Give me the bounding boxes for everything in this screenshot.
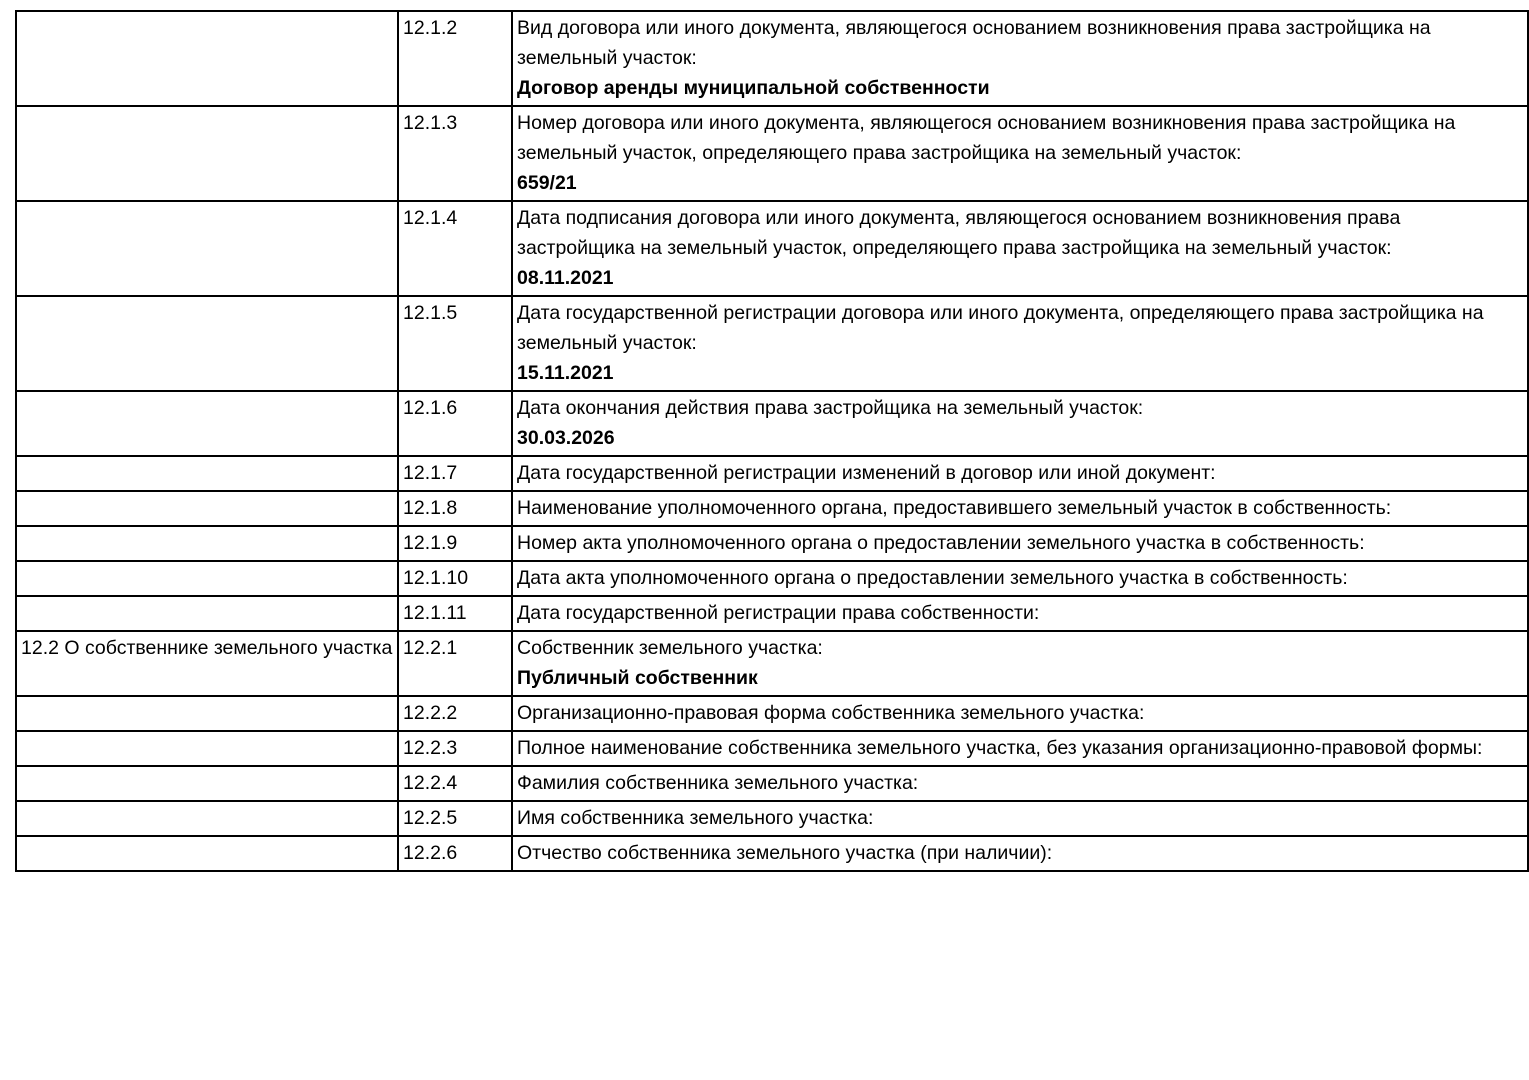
field-label: Номер договора или иного документа, являющегося основанием возникновения права застройщика на земельный участок, определяющего права застройщика на земельный участок: [517, 112, 1456, 164]
item-number-cell: 12.1.2 [398, 11, 512, 106]
item-number-cell: 12.1.7 [398, 456, 512, 491]
description-cell [512, 766, 1528, 801]
section-cell [16, 456, 398, 491]
field-label: Собственник земельного участка: [517, 637, 823, 659]
item-number-cell: 12.1.11 [398, 596, 512, 631]
section-cell [16, 106, 398, 201]
description-cell [512, 106, 1528, 201]
section-cell [16, 836, 398, 871]
table-row [16, 731, 1528, 766]
item-number-cell: 12.2.2 [398, 696, 512, 731]
item-number-cell: 12.1.4 [398, 201, 512, 296]
description-cell [512, 596, 1528, 631]
field-value: 30.03.2026 [517, 427, 615, 449]
item-number-cell: 12.2.6 [398, 836, 512, 871]
item-number-cell: 12.2.5 [398, 801, 512, 836]
description-cell [512, 696, 1528, 731]
description-cell [512, 561, 1528, 596]
description-cell [512, 631, 1528, 696]
item-number-cell: 12.1.10 [398, 561, 512, 596]
table-row [16, 526, 1528, 561]
description-cell [512, 11, 1528, 106]
description-cell [512, 491, 1528, 526]
section-cell [16, 491, 398, 526]
description-cell [512, 201, 1528, 296]
item-number-cell: 12.2.3 [398, 731, 512, 766]
field-label: Дата подписания договора или иного документа, являющегося основанием возникновения права застройщика на земельный участок, определяющего права застройщика на земельный участок: [517, 207, 1401, 259]
field-label: Имя собственника земельного участка: [517, 807, 874, 829]
field-label: Дата государственной регистрации права собственности: [517, 602, 1040, 624]
section-cell: 12.2 О собственнике земельного участка [16, 631, 398, 696]
table-row [16, 106, 1528, 201]
table-row [16, 561, 1528, 596]
field-label: Дата окончания действия права застройщика на земельный участок: [517, 397, 1144, 419]
section-cell [16, 561, 398, 596]
section-cell [16, 731, 398, 766]
declaration-table [15, 10, 1529, 872]
description-cell [512, 526, 1528, 561]
section-cell [16, 11, 398, 106]
item-number-cell: 12.1.9 [398, 526, 512, 561]
item-number-cell: 12.1.8 [398, 491, 512, 526]
field-value: Договор аренды муниципальной собственности [517, 77, 990, 99]
table-row [16, 631, 1528, 696]
field-label: Отчество собственника земельного участка (при наличии): [517, 842, 1053, 864]
item-number-cell: 12.2.1 [398, 631, 512, 696]
field-label: Дата акта уполномоченного органа о предоставлении земельного участка в собственность: [517, 567, 1348, 589]
field-label: Организационно-правовая форма собственника земельного участка: [517, 702, 1145, 724]
description-cell [512, 391, 1528, 456]
section-cell [16, 766, 398, 801]
section-cell [16, 296, 398, 391]
table-body [16, 11, 1528, 871]
section-cell [16, 391, 398, 456]
field-label: Фамилия собственника земельного участка: [517, 772, 919, 794]
field-value: 659/21 [517, 172, 577, 194]
field-value: 08.11.2021 [517, 267, 614, 289]
section-cell [16, 801, 398, 836]
item-number-cell: 12.1.5 [398, 296, 512, 391]
section-cell [16, 696, 398, 731]
field-value: 15.11.2021 [517, 362, 614, 384]
field-label: Номер акта уполномоченного органа о предоставлении земельного участка в собственность: [517, 532, 1365, 554]
section-cell [16, 201, 398, 296]
description-cell [512, 731, 1528, 766]
description-cell [512, 296, 1528, 391]
table-row [16, 696, 1528, 731]
table-row [16, 801, 1528, 836]
field-label: Наименование уполномоченного органа, предоставившего земельный участок в собственность: [517, 497, 1392, 519]
description-cell [512, 836, 1528, 871]
item-number-cell: 12.2.4 [398, 766, 512, 801]
table-row [16, 391, 1528, 456]
description-cell [512, 456, 1528, 491]
field-label: Полное наименование собственника земельного участка, без указания организационно-правовой формы: [517, 737, 1483, 759]
description-cell [512, 801, 1528, 836]
table-row [16, 491, 1528, 526]
section-cell [16, 596, 398, 631]
item-number-cell: 12.1.3 [398, 106, 512, 201]
item-number-cell: 12.1.6 [398, 391, 512, 456]
field-label: Вид договора или иного документа, являющегося основанием возникновения права застройщика на земельный участок: [517, 17, 1431, 69]
table-row [16, 766, 1528, 801]
table-row [16, 296, 1528, 391]
section-cell [16, 526, 398, 561]
table-row [16, 836, 1528, 871]
field-label: Дата государственной регистрации договора или иного документа, определяющего права застройщика на земельный участок: [517, 302, 1484, 354]
table-row [16, 596, 1528, 631]
field-value: Публичный собственник [517, 667, 758, 689]
field-label: Дата государственной регистрации изменений в договор или иной документ: [517, 462, 1216, 484]
table-row [16, 11, 1528, 106]
table-row [16, 456, 1528, 491]
table-row [16, 201, 1528, 296]
